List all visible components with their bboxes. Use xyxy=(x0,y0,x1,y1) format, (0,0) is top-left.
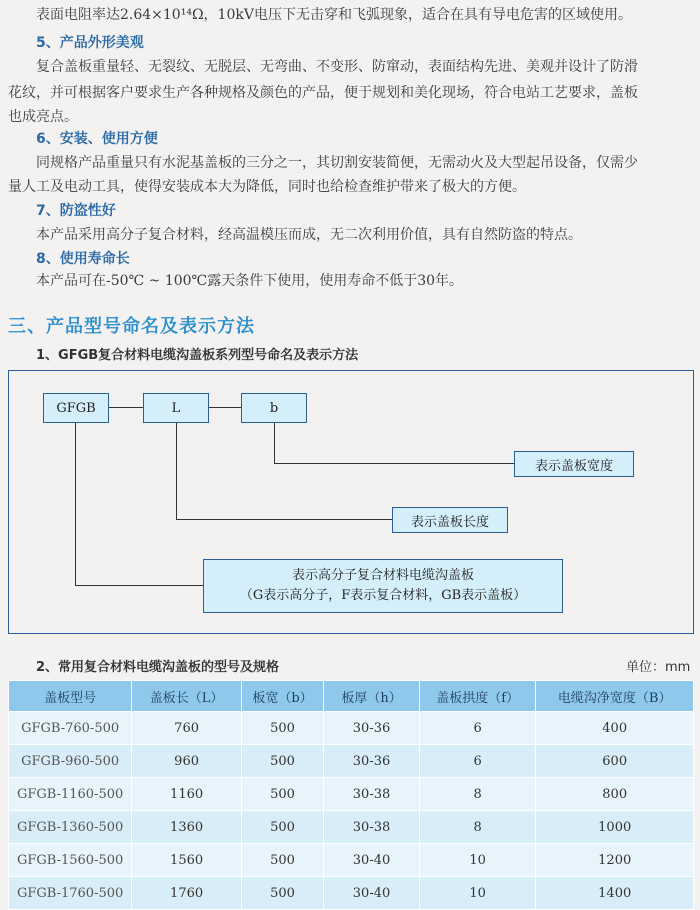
connector xyxy=(176,423,177,519)
col-header: 盖板长（L） xyxy=(132,681,242,712)
table-cell: 10 xyxy=(419,844,535,877)
table-cell: GFGB-760-500 xyxy=(9,712,132,745)
table-cell: 30-40 xyxy=(324,877,420,910)
table-cell: 960 xyxy=(132,745,242,778)
table-cell: 30-36 xyxy=(324,745,420,778)
table-cell: 30-38 xyxy=(324,778,420,811)
table-cell: 8 xyxy=(419,778,535,811)
table-row xyxy=(9,844,694,877)
table-cell: 10 xyxy=(419,877,535,910)
desc-width-box: 表示盖板宽度 xyxy=(514,451,634,477)
table-cell: 1360 xyxy=(132,811,242,844)
subheading-appearance: 5、产品外形美观 xyxy=(36,35,144,51)
table-row xyxy=(9,811,694,844)
table-cell: 500 xyxy=(241,844,323,877)
connector xyxy=(75,423,76,585)
box-length: L xyxy=(143,393,209,423)
table-row xyxy=(9,778,694,811)
subheading-installation: 6、安装、使用方便 xyxy=(36,131,158,147)
table-cell: 500 xyxy=(241,745,323,778)
table-cell: 30-36 xyxy=(324,712,420,745)
text-line: 也成亮点。 xyxy=(8,109,78,125)
table-cell: 500 xyxy=(241,811,323,844)
text-line: 量人工及电动工具，使得安装成本大为降低，同时也给检查维护带来了极大的方便。 xyxy=(8,179,526,195)
table-cell: 1760 xyxy=(132,877,242,910)
col-header: 盖板拱度（f） xyxy=(419,681,535,712)
table-cell: 1560 xyxy=(132,844,242,877)
unit-label: 单位：mm xyxy=(626,660,691,675)
subheading-lifespan: 8、使用寿命长 xyxy=(36,251,130,267)
table-cell: GFGB-1160-500 xyxy=(9,778,132,811)
table-cell: 8 xyxy=(419,811,535,844)
table-cell: GFGB-1360-500 xyxy=(9,811,132,844)
box-gfgb: GFGB xyxy=(43,393,109,423)
table-cell: 500 xyxy=(241,712,323,745)
table-cell: 500 xyxy=(241,778,323,811)
table-cell: 800 xyxy=(536,778,694,811)
naming-diagram xyxy=(8,370,694,634)
text-line: 复合盖板重量轻、无裂纹、无脱层、无弯曲、不变形、防窜动，表面结构先进、美观并设计了防滑 xyxy=(36,59,638,75)
text-line: 花纹，并可根据客户要求生产各种规格及颜色的产品，便于规划和美化现场，符合电站工艺要求，盖板 xyxy=(8,85,638,101)
col-header: 盖板型号 xyxy=(9,681,132,712)
connector xyxy=(274,463,514,464)
table-cell: GFGB-1760-500 xyxy=(9,877,132,910)
table-cell: 6 xyxy=(419,745,535,778)
table-header-row xyxy=(9,681,694,712)
table-cell: 30-38 xyxy=(324,811,420,844)
table-cell: 500 xyxy=(241,877,323,910)
text-line: 本产品可在-50℃ ~ 100℃露天条件下使用，使用寿命不低于30年。 xyxy=(36,273,464,289)
section-title: 三、产品型号命名及表示方法 xyxy=(8,316,255,337)
connector xyxy=(176,519,392,520)
desc-material-line1: 表示高分子复合材料电缆沟盖板 xyxy=(291,568,474,583)
table-cell: 30-40 xyxy=(324,844,420,877)
desc-length-box: 表示盖板长度 xyxy=(392,507,508,533)
desc-material-box xyxy=(203,559,563,613)
diagram-caption: 1、GFGB复合材料电缆沟盖板系列型号命名及表示方法 xyxy=(36,348,359,363)
table-cell: 760 xyxy=(132,712,242,745)
table-row xyxy=(9,877,694,910)
table-row xyxy=(9,712,694,745)
text-line: 同规格产品重量只有水泥基盖板的三分之一，其切割安装简便，无需动火及大型起吊设备，仅需少 xyxy=(36,155,638,171)
subheading-antitheft: 7、防盗性好 xyxy=(36,203,116,219)
col-header: 电缆沟净宽度（B） xyxy=(536,681,694,712)
spec-table xyxy=(8,680,694,910)
connector xyxy=(209,407,241,408)
text-line: 本产品采用高分子复合材料，经高温模压而成，无二次利用价值，具有自然防盗的特点。 xyxy=(36,227,582,243)
connector xyxy=(109,407,143,408)
table-cell: GFGB-960-500 xyxy=(9,745,132,778)
table-cell: 1160 xyxy=(132,778,242,811)
table-cell: 1400 xyxy=(536,877,694,910)
desc-material-line2: （G表示高分子，F表示复合材料，GB表示盖板） xyxy=(239,588,527,603)
box-width: b xyxy=(241,393,307,423)
table-cell: 1000 xyxy=(536,811,694,844)
table-cell: GFGB-1560-500 xyxy=(9,844,132,877)
connector xyxy=(75,585,203,586)
table-cell: 6 xyxy=(419,712,535,745)
col-header: 板宽（b） xyxy=(241,681,323,712)
text-line: 表面电阻率达2.64×10¹⁴Ω，10kV电压下无击穿和飞弧现象，适合在具有导电危害的区域使用。 xyxy=(36,7,632,23)
table-caption: 2、常用复合材料电缆沟盖板的型号及规格 xyxy=(36,660,280,675)
table-row xyxy=(9,745,694,778)
col-header: 板厚（h） xyxy=(324,681,420,712)
table-cell: 400 xyxy=(536,712,694,745)
table-cell: 600 xyxy=(536,745,694,778)
table-cell: 1200 xyxy=(536,844,694,877)
connector xyxy=(274,423,275,463)
